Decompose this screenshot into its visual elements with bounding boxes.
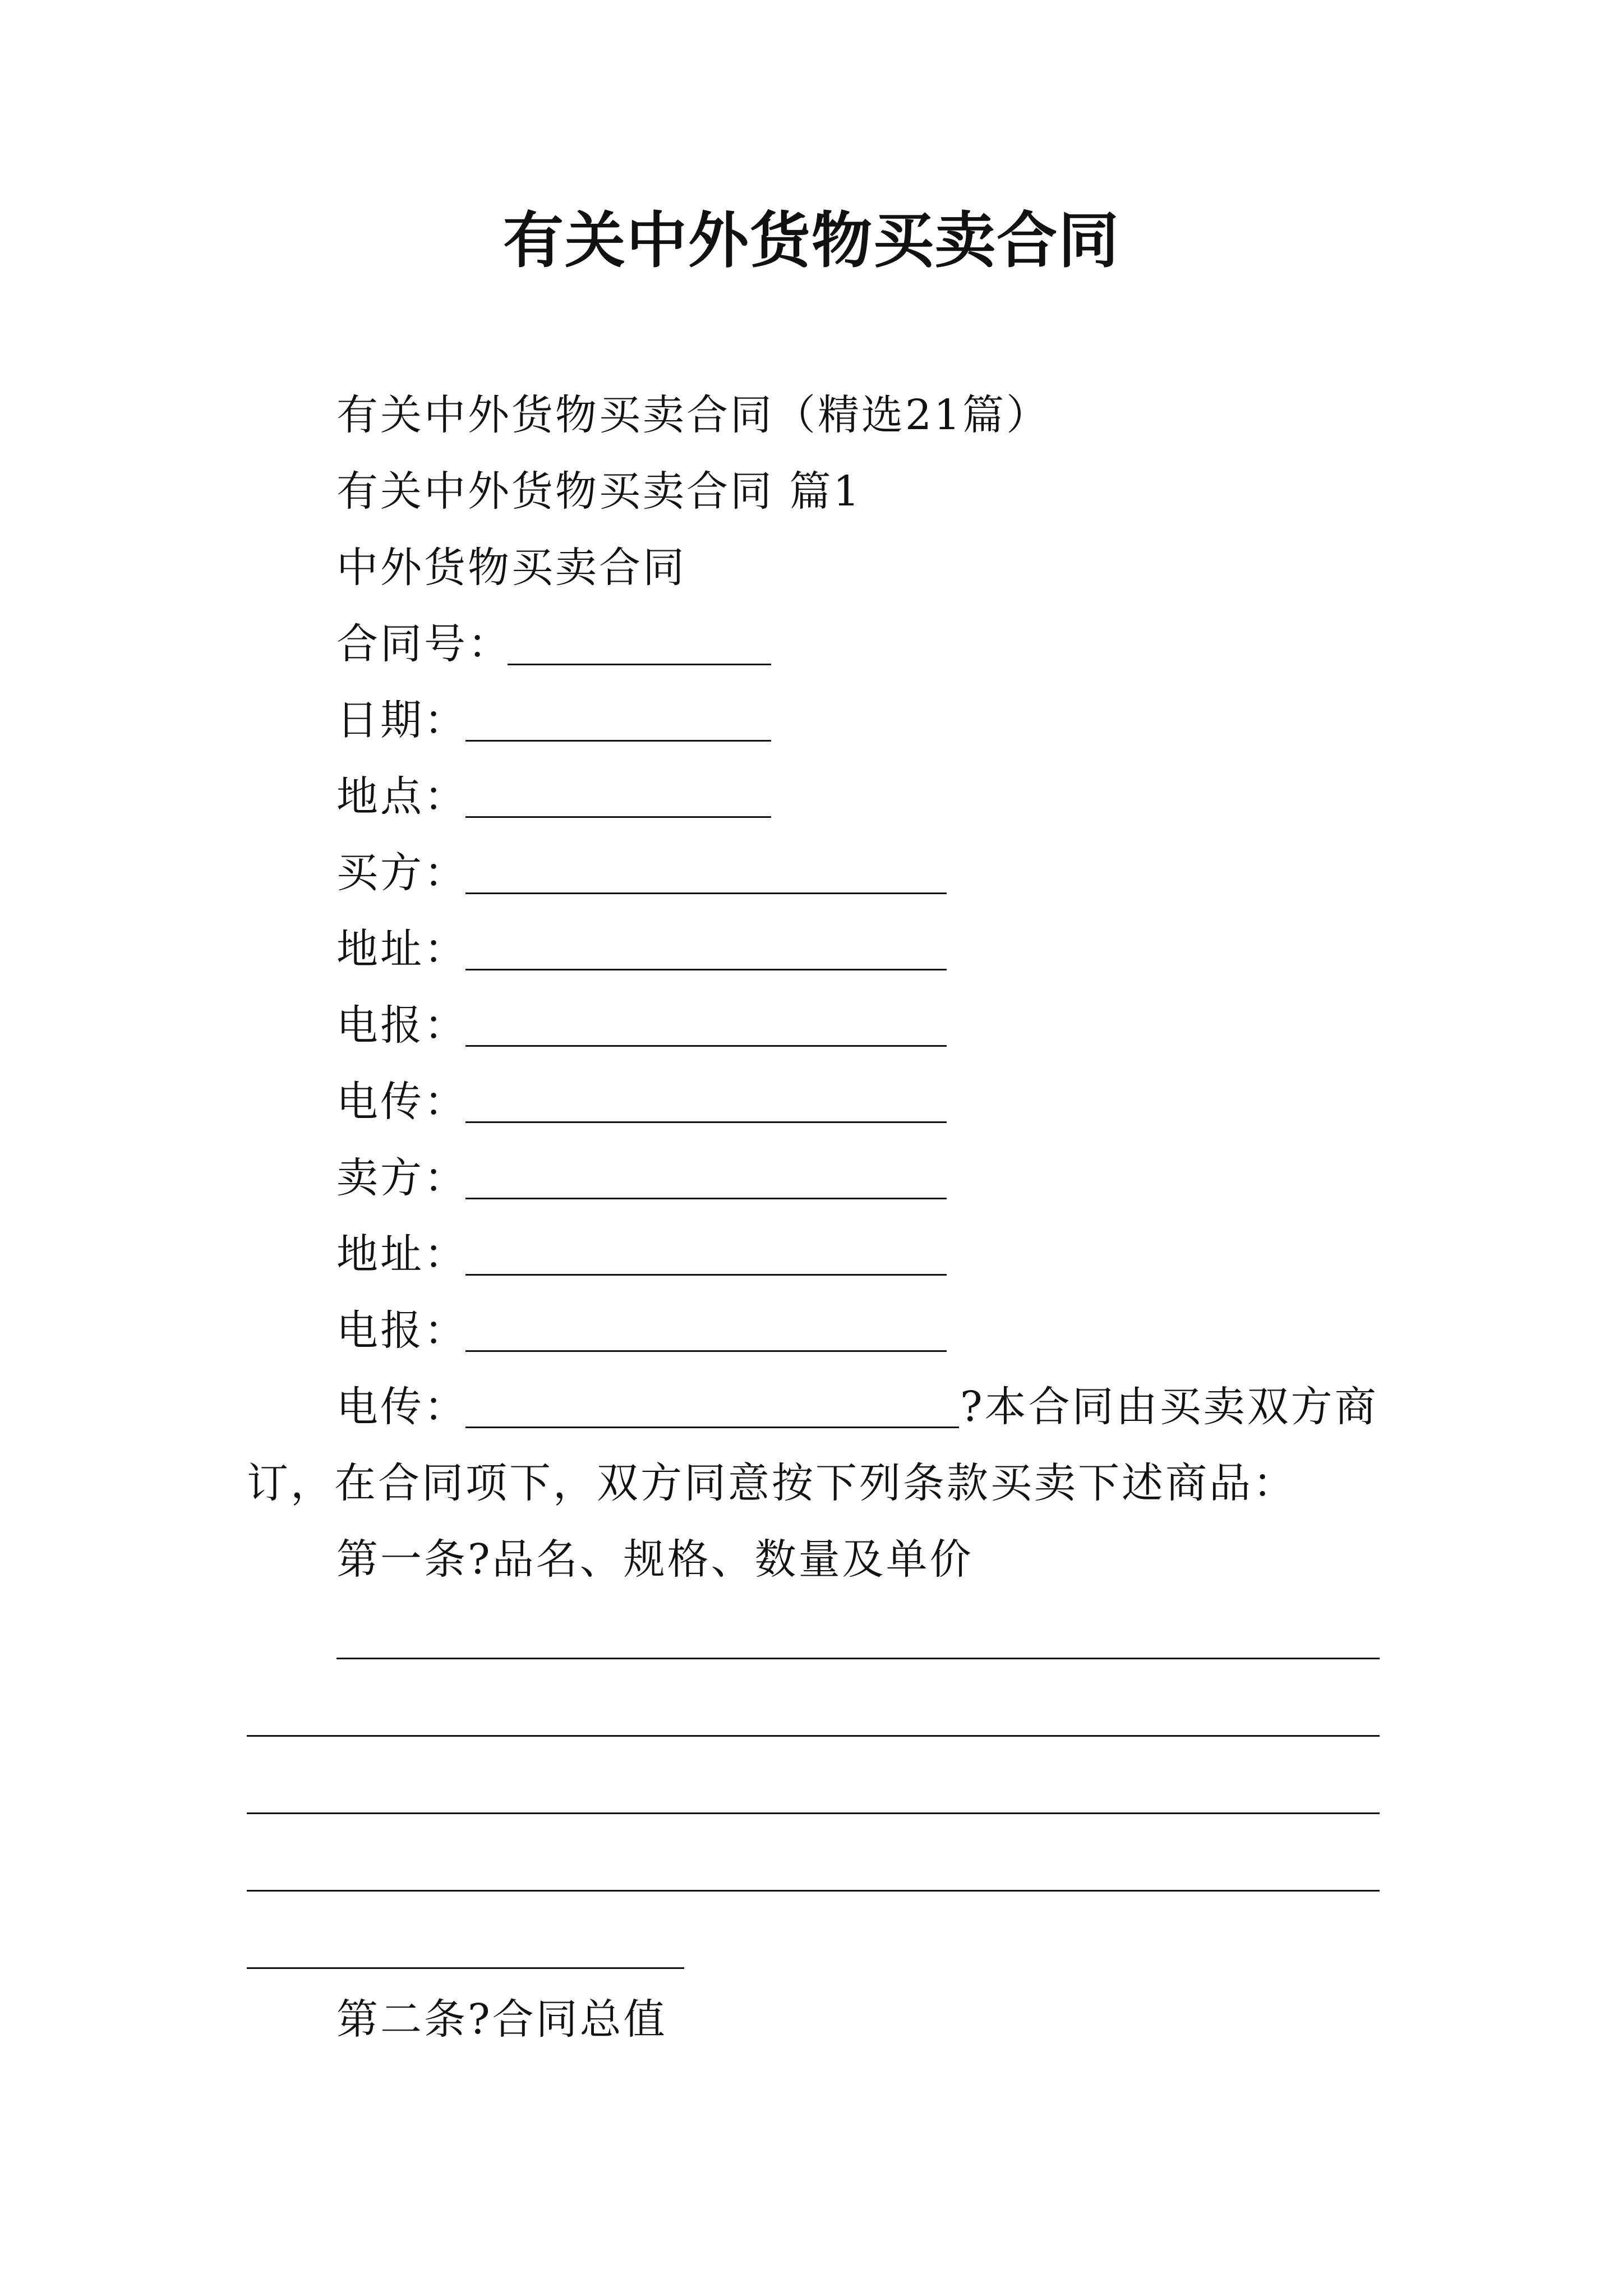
article-1-blank-line[interactable] xyxy=(247,1735,1380,1737)
seller-fax-label: 电传： xyxy=(336,1383,468,1431)
section-heading: 有关中外货物买卖合同 篇1 xyxy=(336,467,862,516)
article-2-heading: 第二条?合同总值 xyxy=(336,1995,667,2044)
document-title: 有关中外货物买卖合同 xyxy=(502,206,1120,276)
buyer-fax-blank[interactable] xyxy=(465,1121,947,1123)
article-1-heading: 第一条?品名、规格、数量及单价 xyxy=(336,1535,974,1584)
article-1-blank-line[interactable] xyxy=(247,1812,1380,1814)
preamble-text: ?本合同由买卖双方商 xyxy=(960,1383,1378,1431)
article-1-blank-line[interactable] xyxy=(247,1890,1380,1892)
contract-name: 中外货物买卖合同 xyxy=(336,544,686,592)
seller-telegraph-label: 电报： xyxy=(336,1306,468,1355)
buyer-address-label: 地址： xyxy=(336,925,468,973)
seller-label: 卖方： xyxy=(336,1154,468,1202)
article-1-blank-line[interactable] xyxy=(247,1967,684,1969)
date-blank[interactable] xyxy=(465,740,771,742)
seller-fax-blank[interactable] xyxy=(465,1427,959,1428)
seller-address-label: 地址： xyxy=(336,1230,468,1278)
buyer-telegraph-blank[interactable] xyxy=(465,1045,947,1047)
buyer-fax-label: 电传： xyxy=(336,1078,468,1126)
place-blank[interactable] xyxy=(465,816,771,818)
place-label: 地点： xyxy=(336,772,468,821)
contract-no-label: 合同号： xyxy=(336,620,511,668)
seller-telegraph-blank[interactable] xyxy=(465,1350,947,1352)
seller-blank[interactable] xyxy=(465,1198,947,1199)
preamble-continuation: 订，在合同项下，双方同意按下列条款买卖下述商品： xyxy=(247,1459,1297,1507)
document-subtitle: 有关中外货物买卖合同（精选21篇） xyxy=(336,391,1050,439)
article-1-blank-line[interactable] xyxy=(336,1658,1380,1659)
date-label: 日期： xyxy=(336,696,468,744)
buyer-address-blank[interactable] xyxy=(465,969,947,970)
seller-address-blank[interactable] xyxy=(465,1274,947,1276)
contract-no-blank[interactable] xyxy=(508,664,771,665)
buyer-telegraph-label: 电报： xyxy=(336,1001,468,1050)
buyer-label: 买方： xyxy=(336,849,468,897)
buyer-blank[interactable] xyxy=(465,892,947,894)
